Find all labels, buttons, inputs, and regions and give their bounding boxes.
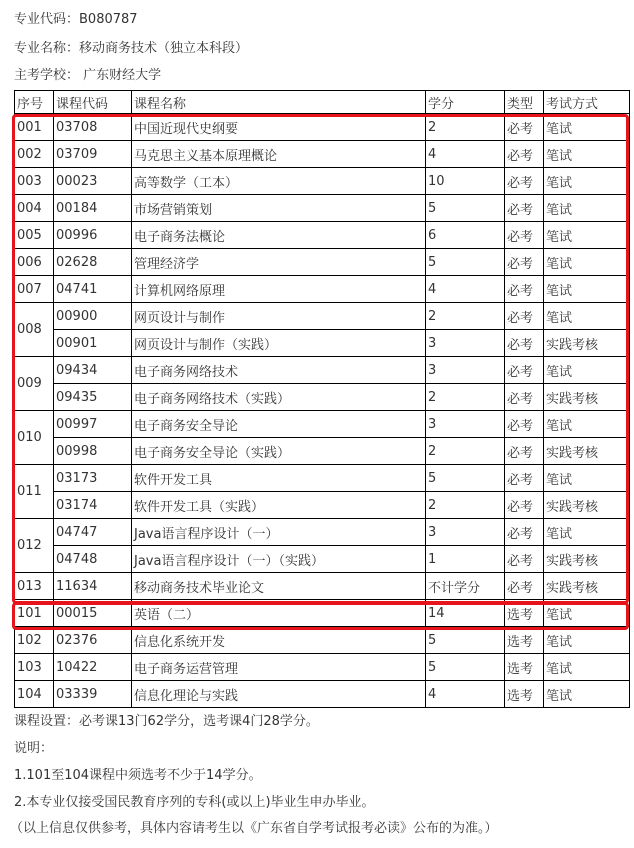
cell-credit: 5	[426, 465, 505, 492]
cell-type: 必考	[505, 411, 544, 438]
cell-credit: 5	[426, 195, 505, 222]
cell-course-name: 软件开发工具	[132, 465, 426, 492]
cell-type: 必考	[505, 330, 544, 357]
cell-credit: 5	[426, 249, 505, 276]
cell-course-code: 04747	[54, 519, 132, 546]
cell-course-code: 00023	[54, 168, 132, 195]
cell-course-code: 00901	[54, 330, 132, 357]
notes-title: 说明：	[14, 741, 54, 756]
cell-course-name: 计算机网络原理	[132, 276, 426, 303]
cell-type: 必考	[505, 222, 544, 249]
cell-exam-method: 笔试	[544, 411, 630, 438]
table-header-row	[15, 91, 630, 114]
cell-type: 选考	[505, 600, 544, 627]
cell-seq-no: 103	[15, 654, 54, 681]
cell-credit: 2	[426, 114, 505, 141]
cell-credit: 3	[426, 519, 505, 546]
cell-course-code: 11634	[54, 573, 132, 600]
cell-seq-no: 011	[15, 465, 54, 519]
cell-type: 必考	[505, 492, 544, 519]
table-row	[15, 222, 630, 249]
cell-exam-method: 实践考核	[544, 546, 630, 573]
table-row	[15, 600, 630, 627]
cell-credit: 4	[426, 276, 505, 303]
table-row	[15, 654, 630, 681]
cell-course-code: 09435	[54, 384, 132, 411]
cell-type: 必考	[505, 573, 544, 600]
cell-course-name: Java语言程序设计（一）（实践）	[132, 546, 426, 573]
cell-credit: 3	[426, 411, 505, 438]
cell-course-name: 信息化系统开发	[132, 627, 426, 654]
major-code: 专业代码：B080787	[14, 12, 138, 27]
cell-exam-method: 笔试	[544, 465, 630, 492]
cell-exam-method: 笔试	[544, 141, 630, 168]
table-row	[15, 357, 630, 384]
cell-credit: 2	[426, 384, 505, 411]
cell-course-code: 03708	[54, 114, 132, 141]
col-header-no: 序号	[15, 91, 54, 114]
note-line-2: 2.本专业仅接受国民教育序列的专科(或以上)毕业生申办毕业。	[14, 795, 375, 810]
cell-type: 必考	[505, 438, 544, 465]
cell-type: 必考	[505, 465, 544, 492]
cell-course-name: 电子商务安全导论（实践）	[132, 438, 426, 465]
cell-course-name: 信息化理论与实践	[132, 681, 426, 708]
cell-exam-method: 笔试	[544, 600, 630, 627]
cell-exam-method: 笔试	[544, 222, 630, 249]
cell-exam-method: 实践考核	[544, 384, 630, 411]
cell-type: 选考	[505, 681, 544, 708]
table-row	[15, 303, 630, 330]
cell-course-name: 软件开发工具（实践）	[132, 492, 426, 519]
cell-type: 必考	[505, 546, 544, 573]
cell-type: 必考	[505, 195, 544, 222]
cell-seq-no: 102	[15, 627, 54, 654]
cell-type: 选考	[505, 627, 544, 654]
cell-type: 必考	[505, 519, 544, 546]
cell-course-code: 00997	[54, 411, 132, 438]
cell-exam-method: 笔试	[544, 168, 630, 195]
cell-exam-method: 实践考核	[544, 438, 630, 465]
cell-credit: 3	[426, 357, 505, 384]
cell-course-code: 00900	[54, 303, 132, 330]
cell-type: 必考	[505, 303, 544, 330]
cell-exam-method: 笔试	[544, 681, 630, 708]
cell-seq-no: 009	[15, 357, 54, 411]
table-row	[15, 276, 630, 303]
cell-course-name: 电子商务安全导论	[132, 411, 426, 438]
cell-seq-no: 006	[15, 249, 54, 276]
exam-school: 主考学校： 广东财经大学	[14, 68, 162, 83]
table-row	[15, 195, 630, 222]
cell-course-name: 电子商务网络技术（实践）	[132, 384, 426, 411]
cell-type: 必考	[505, 357, 544, 384]
cell-course-code: 03339	[54, 681, 132, 708]
col-header-code: 课程代码	[54, 91, 132, 114]
cell-course-code: 03173	[54, 465, 132, 492]
cell-course-code: 04741	[54, 276, 132, 303]
cell-course-code: 02376	[54, 627, 132, 654]
cell-course-name: 电子商务运营管理	[132, 654, 426, 681]
table-row	[15, 411, 630, 438]
cell-course-name: 移动商务技术毕业论文	[132, 573, 426, 600]
cell-course-code: 02628	[54, 249, 132, 276]
cell-course-name: 英语（二）	[132, 600, 426, 627]
cell-credit: 6	[426, 222, 505, 249]
cell-course-code: 00996	[54, 222, 132, 249]
table-row	[15, 249, 630, 276]
cell-course-name: 管理经济学	[132, 249, 426, 276]
cell-course-name: 中国近现代史纲要	[132, 114, 426, 141]
cell-exam-method: 笔试	[544, 303, 630, 330]
table-row	[15, 573, 630, 600]
cell-exam-method: 笔试	[544, 357, 630, 384]
cell-credit: 2	[426, 438, 505, 465]
cell-exam-method: 笔试	[544, 114, 630, 141]
col-header-type: 类型	[505, 91, 544, 114]
cell-type: 必考	[505, 168, 544, 195]
cell-type: 必考	[505, 114, 544, 141]
cell-course-code: 00998	[54, 438, 132, 465]
cell-course-name: 电子商务网络技术	[132, 357, 426, 384]
cell-type: 选考	[505, 654, 544, 681]
cell-credit: 14	[426, 600, 505, 627]
cell-credit: 1	[426, 546, 505, 573]
col-header-name: 课程名称	[132, 91, 426, 114]
cell-course-name: 马克思主义基本原理概论	[132, 141, 426, 168]
cell-seq-no: 104	[15, 681, 54, 708]
table-row	[15, 114, 630, 141]
cell-credit: 5	[426, 627, 505, 654]
cell-course-name: 网页设计与制作	[132, 303, 426, 330]
cell-credit: 2	[426, 303, 505, 330]
cell-type: 必考	[505, 384, 544, 411]
cell-seq-no: 012	[15, 519, 54, 573]
table-row	[15, 330, 630, 357]
col-header-credit: 学分	[426, 91, 505, 114]
cell-seq-no: 003	[15, 168, 54, 195]
table-row	[15, 168, 630, 195]
cell-seq-no: 005	[15, 222, 54, 249]
cell-course-code: 00015	[54, 600, 132, 627]
cell-course-code: 03709	[54, 141, 132, 168]
cell-credit: 不计学分	[426, 573, 505, 600]
cell-exam-method: 笔试	[544, 627, 630, 654]
cell-exam-method: 笔试	[544, 654, 630, 681]
cell-seq-no: 013	[15, 573, 54, 600]
cell-seq-no: 001	[15, 114, 54, 141]
note-line-1: 1.101至104课程中须选考不少于14学分。	[14, 768, 262, 783]
cell-exam-method: 笔试	[544, 249, 630, 276]
cell-course-name: 电子商务法概论	[132, 222, 426, 249]
cell-seq-no: 004	[15, 195, 54, 222]
cell-exam-method: 笔试	[544, 519, 630, 546]
cell-exam-method: 笔试	[544, 276, 630, 303]
major-name: 专业名称：移动商务技术（独立本科段）	[14, 41, 249, 56]
cell-seq-no: 101	[15, 600, 54, 627]
cell-credit: 10	[426, 168, 505, 195]
col-header-exam: 考试方式	[544, 91, 630, 114]
cell-credit: 5	[426, 654, 505, 681]
table-row	[15, 492, 630, 519]
cell-course-name: 市场营销策划	[132, 195, 426, 222]
cell-seq-no: 010	[15, 411, 54, 465]
cell-exam-method: 实践考核	[544, 492, 630, 519]
cell-credit: 2	[426, 492, 505, 519]
table-row	[15, 438, 630, 465]
cell-credit: 3	[426, 330, 505, 357]
cell-exam-method: 笔试	[544, 195, 630, 222]
cell-type: 必考	[505, 141, 544, 168]
cell-credit: 4	[426, 141, 505, 168]
table-row	[15, 546, 630, 573]
note-line-3: （以上信息仅供参考，具体内容请考生以《广东省自学考试报考必读》公布的为准。）	[10, 821, 498, 836]
cell-seq-no: 002	[15, 141, 54, 168]
course-table	[14, 90, 630, 708]
cell-course-code: 03174	[54, 492, 132, 519]
cell-course-code: 10422	[54, 654, 132, 681]
table-row	[15, 384, 630, 411]
cell-seq-no: 007	[15, 276, 54, 303]
cell-course-code: 09434	[54, 357, 132, 384]
cell-course-code: 00184	[54, 195, 132, 222]
cell-type: 必考	[505, 276, 544, 303]
table-row	[15, 141, 630, 168]
table-row	[15, 519, 630, 546]
cell-exam-method: 实践考核	[544, 330, 630, 357]
table-row	[15, 627, 630, 654]
cell-exam-method: 实践考核	[544, 573, 630, 600]
cell-type: 必考	[505, 249, 544, 276]
cell-seq-no: 008	[15, 303, 54, 357]
cell-course-name: 高等数学（工本）	[132, 168, 426, 195]
course-setting-note: 课程设置：必考课13门62学分，选考课4门28学分。	[14, 714, 319, 729]
cell-credit: 4	[426, 681, 505, 708]
cell-course-name: 网页设计与制作（实践）	[132, 330, 426, 357]
cell-course-name: Java语言程序设计（一）	[132, 519, 426, 546]
table-row	[15, 465, 630, 492]
cell-course-code: 04748	[54, 546, 132, 573]
table-row	[15, 681, 630, 708]
